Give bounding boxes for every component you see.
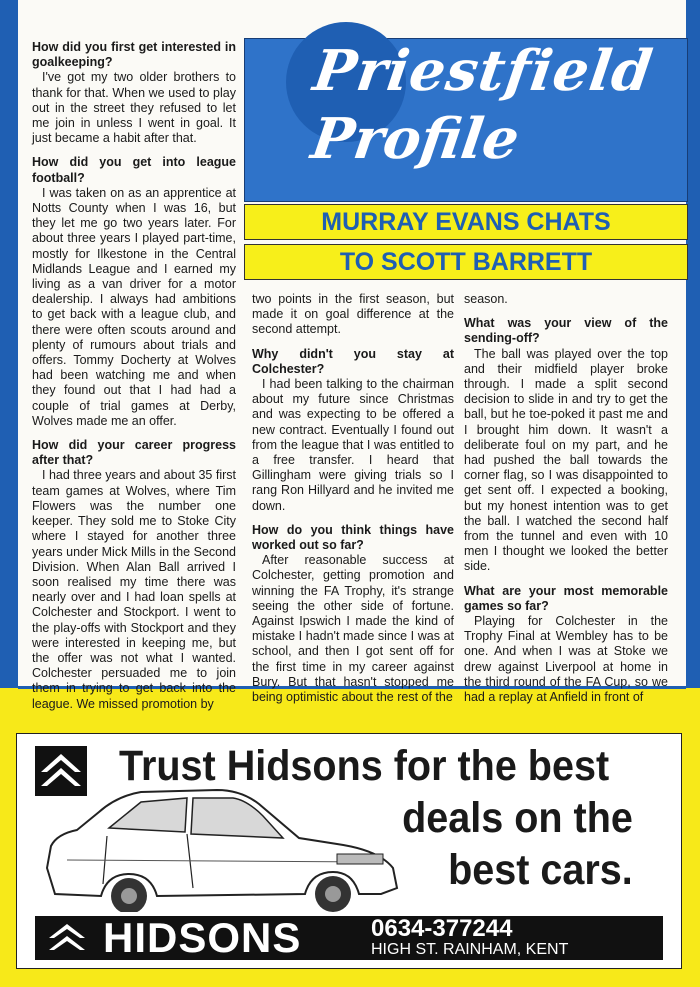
article-column-2 xyxy=(252,292,454,714)
advert-line-2: deals on the xyxy=(402,794,633,842)
answer-paragraph: I was taken on as an apprentice at Notts County when I was 16, but they let me go two years later. For about three years I played part-time, mostly for Ilkestone in the Central Midlands League and I earned my living as a van driver for a motor dealership. I always had ambitions to get back with a league club, and there were often scouts around and plenty of rumours about trials and offers. Tommy Docherty at Wolves had been watching me and when they found out that I had had a couple of trial games at Derby, Wolves made me an offer. xyxy=(32,185,236,428)
title-line-2: Profile xyxy=(307,106,524,172)
hidsons-advert xyxy=(16,733,682,969)
answer-paragraph: The ball was played over the top and their midfield player broke through. I made a split second decision to slide in and try to get the ball, but he toe-poked it past me and I brought him down. It wasn't a deliberate foul on my part, and he had pushed the ball towards the corner flag, so I was disappointed to get sent off. I expected a booking, but my honest intention was to get the ball. I watched the second half from the tunnel and even with 10 men I thought we looked the better side. xyxy=(464,346,668,574)
advert-contact-band xyxy=(35,916,663,960)
question-heading: Why didn't you stay at Colchester? xyxy=(252,346,454,376)
question-heading: How did your career progress after that? xyxy=(32,438,236,468)
answer-paragraph: I had been talking to the chairman about my future since Christmas and was expecting to be offered a new contract. Eventually I found out from the league that I was entitled to a free transfer. I heard that Gillingham were giving trials so I rang Ron Hillyard and he invited me down. xyxy=(252,377,454,513)
article-column-3 xyxy=(464,292,668,714)
chevron-small-icon xyxy=(45,920,89,956)
question-heading: How did you get into league football? xyxy=(32,155,236,185)
continued-paragraph: two points in the first season, but made it on goal difference at the second attempt. xyxy=(252,292,454,337)
article-column-1 xyxy=(32,40,236,721)
answer-paragraph: I had three years and about 35 first team games at Wolves, where Tim Flowers was the number one keeper. They sold me to Stoke City where I stayed for another three years under Mick Mills in the Second Division. When Alan Ball arrived I soon realised my time there was nearly over and I had loan spells at Colchester and Stockport. I went to the play-offs with Stockport and they were interested in keeping me, but the offer was not what I wanted. Colchester persuaded me to join them in trying to get back into the league. We missed promotion by xyxy=(32,468,236,711)
question-heading: What was your view of the sending-off? xyxy=(464,316,668,346)
answer-paragraph: I've got my two older brothers to thank for that. When we used to play out in the street they refused to let me join in unless I went in goal. It just became a habit after that. xyxy=(32,70,236,146)
continued-paragraph: season. xyxy=(464,292,508,306)
question-heading: What are your most memorable games so far? xyxy=(464,583,668,613)
banner-line-2: TO SCOTT BARRETT xyxy=(244,244,688,280)
answer-paragraph: Playing for Colchester in the Trophy Final at Wembley has to be one. And when I was at Stoke we drew against Liverpool at home in the third round of the FA Cup, so we had a replay at Anfield in front of xyxy=(464,614,668,705)
dealer-phone: 0634-377244 xyxy=(371,915,513,942)
car-illustration xyxy=(37,776,407,912)
answer-paragraph: After reasonable success at Colchester, getting promotion and winning the FA Trophy, it's strange seeing the other side of fortune. Against Ipswich I made the kind of mistake I hadn't made since I was at school, and then I got sent off for the first time in my career against Bury. But that hasn't stopped me being optimistic about the rest of the xyxy=(252,553,454,705)
advert-headline: Trust Hidsons for the best xyxy=(119,742,610,790)
question-heading: How did you first get interested in goalkeeping? xyxy=(32,40,236,70)
banner-line-1: MURRAY EVANS CHATS xyxy=(244,204,688,240)
question-heading: How do you think things have worked out so far? xyxy=(252,522,454,553)
title-line-1: Priestfield xyxy=(309,38,657,104)
dealer-address: HIGH ST. RAINHAM, KENT xyxy=(371,941,569,958)
dealer-name: HIDSONS xyxy=(103,914,302,961)
advert-line-3: best cars. xyxy=(448,846,633,894)
